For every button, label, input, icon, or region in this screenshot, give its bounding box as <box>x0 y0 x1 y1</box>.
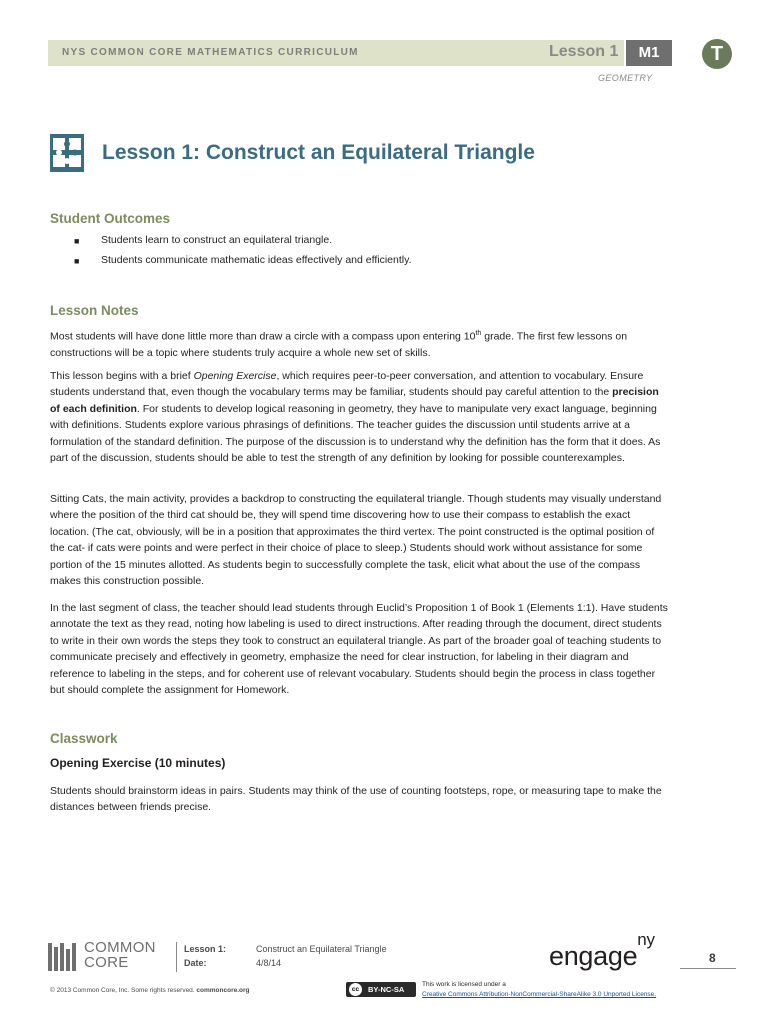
outcome-item: Students learn to construct an equilateral triangle. <box>101 234 333 246</box>
puzzle-pieces-icon <box>50 134 84 172</box>
notes-paragraph-2: This lesson begins with a brief Opening Exercise, which requires peer-to-peer conversation, and attention to vocabulary. Ensure students understand that, even though the vocabulary terms may be familiar, students should pay careful attention to the precision of each definition. For students to develop logical reasoning in geometry, they have to manipulate very exact language, beginning with definitions. Students explore various phrasings of definitions. The teacher guides the discussion until students arrive at a formulation of the standard definition. The purpose of the discussion is to understand why the definition has the form that it does. As part of the discussion, students should be able to test the strength of any definition by looking for possible counterexamples. <box>50 370 661 465</box>
copyright-text: © 2013 Common Core, Inc. Some rights reserved. commoncore.org <box>50 987 250 994</box>
footer-divider <box>176 942 177 972</box>
license-text: This work is licensed under a <box>422 981 506 988</box>
lesson-title: Lesson 1: Construct an Equilateral Triangle <box>102 141 535 164</box>
footer-date-label: Date: <box>184 958 207 968</box>
engageny-logo: engage$^{ny}$ <box>549 930 655 971</box>
cc-icon: cc <box>349 983 362 996</box>
outcome-item: Students communicate mathematic ideas effectively and efficiently. <box>101 254 412 266</box>
footer-lesson-label: Lesson 1: <box>184 944 227 954</box>
outcomes-heading: Student Outcomes <box>50 211 171 226</box>
opening-exercise-heading: Opening Exercise (10 minutes) <box>50 756 226 770</box>
notes-paragraph-3: Sitting Cats, the main activity, provides a backdrop to constructing the equilateral triangle. Though students may visually understand where the position of the third cat should be, they will spend time discovering how to use their compass to establish the exact location. (The cat, obviously, will be in a position that approximates the third vertex. The point constructed is the optimal position of the cat- if cats were points and were perfect in their choice of place to sleep.) Students should work without assistance for some portion of the 15 minutes allotted. As students begin to successfully complete the task, elicit what about the use of the compass makes this construction possible. <box>50 493 662 588</box>
module-badge: M1 <box>626 40 672 66</box>
footer-lesson-value: Construct an Equilateral Triangle <box>256 944 387 954</box>
notes-paragraph-4: In the last segment of class, the teacher should lead students through Euclid’s Proposition 1 of Book 1 (Elements 1:1). Have students annotate the text as they read, noting how labeling is used to direct instructions. After reading through the document, direct students to write in their own words the steps they took to construct an equilateral triangle. As part of the broader goal of teaching students to communicate precisely and effectively in geometry, emphasize the need for clear instruction, for labeling in their diagram and reference to labeling in the steps, and for coherent use of relevant vocabulary. Students should begin the process in class together but should complete the assignment for Homework. <box>50 602 668 697</box>
classwork-paragraph: Students should brainstorm ideas in pairs. Students may think of the use of counting footsteps, rope, or measuring tape to make the distances between friends precise. <box>50 785 662 814</box>
header-lesson: Lesson 1 <box>549 43 619 60</box>
footer-date-value: 4/8/14 <box>256 958 282 968</box>
notes-paragraph-1: Most students will have done little more than draw a circle with a compass upon entering 10th grade. The first few lessons on constructions will be a topic where students truly acquire a whole new set of skills. <box>50 330 628 359</box>
bullet-icon: ■ <box>74 256 80 266</box>
bullet-icon: ■ <box>74 236 80 246</box>
subject-label: GEOMETRY <box>598 73 653 83</box>
common-core-logo: COMMON CORE <box>84 939 156 971</box>
page-number: 8 <box>709 951 716 965</box>
common-core-logo-icon <box>48 943 78 971</box>
classwork-heading: Classwork <box>50 731 118 746</box>
curriculum-name: NYS COMMON CORE MATHEMATICS CURRICULUM <box>62 47 359 58</box>
page-number-rule <box>680 968 736 969</box>
license-link[interactable]: Creative Commons Attribution-NonCommercial-ShareAlike 3.0 Unported License. <box>422 991 657 998</box>
teacher-badge: T <box>702 39 732 69</box>
cc-license-badge[interactable]: cc BY-NC-SA <box>346 982 416 997</box>
notes-heading: Lesson Notes <box>50 303 139 318</box>
